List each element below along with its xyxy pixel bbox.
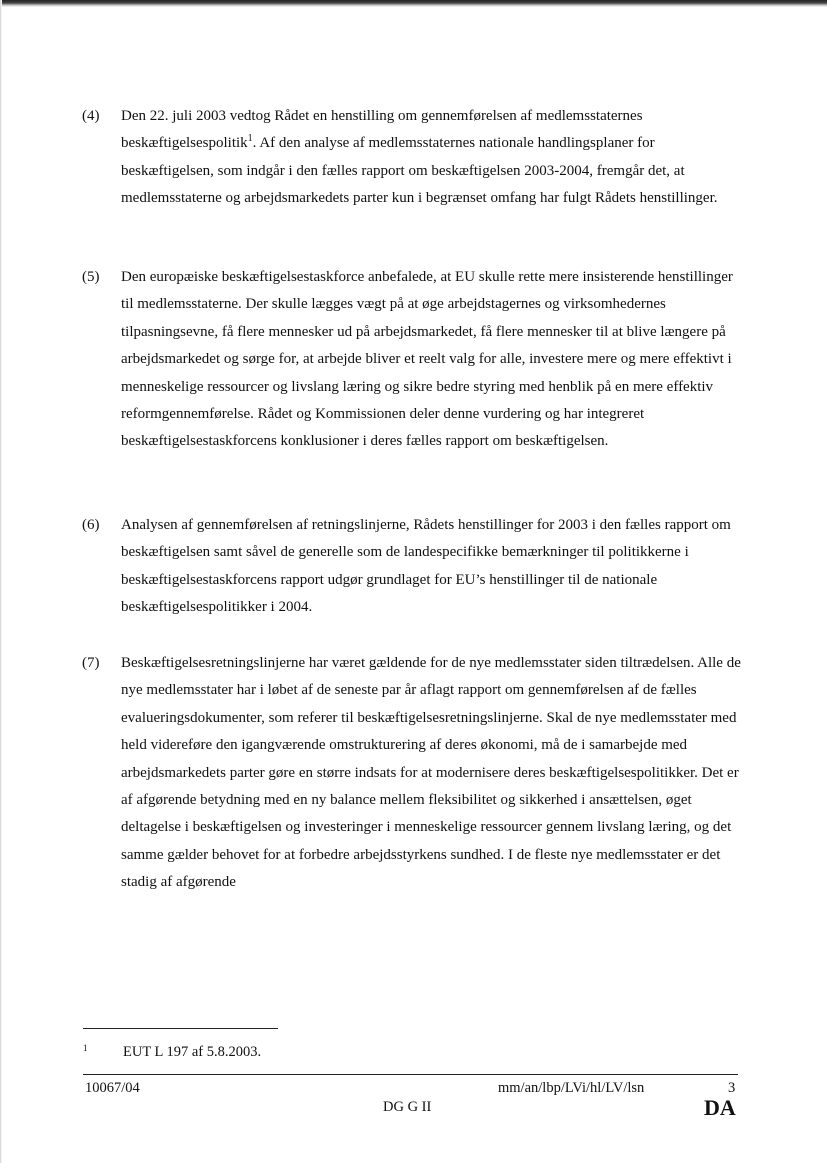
paragraph-4 bbox=[82, 103, 742, 213]
paragraph-text-part: . Af den analyse af medlemsstaternes nationale handlingsplaner for beskæftigelsen, som indgår i den fælles rapport om beskæftigelsen 2003-2004, fremgår det, at medlemsstaterne og arbejdsmarkedets parter kun i begrænset omfang har fulgt Rådets henstillinger. bbox=[121, 135, 718, 207]
footnote-divider bbox=[83, 1028, 278, 1029]
paragraph-6 bbox=[82, 512, 742, 622]
document-number: 10067/04 bbox=[85, 1080, 140, 1096]
paragraph-number: (7) bbox=[82, 655, 100, 671]
paragraph-text: Beskæftigelsesretningslinjerne har været gældende for de nye medlemsstater siden tiltrædelsen. Alle de nye medlemsstater har i løbet af de seneste par år aflagt rapport om gennemførelsen af de fælles evalueringsdokumenter, som referer til beskæftigelsesretningslinjerne. Skal de nye medlemsstater med held videreføre den igangværende omstrukturering af deres økonomi, må de i samarbejde med arbejdsmarkedets parter gøre en større indsats for at modernisere deres beskæftigelsespolitikker. Det er af afgørende betydning med en ny balance mellem fleksibilitet og sikkerhed i ansættelsen, øget deltagelse i beskæftigelsen og investeringer i menneskelige ressourcer gennem livslang læring, og det samme gælder behovet for at forbedre arbejdsstyrkens sundhed. I de fleste nye medlemsstater er det stadig af afgørende bbox=[121, 655, 741, 891]
paragraph-text: Den europæiske beskæftigelsestaskforce anbefalede, at EU skulle rette mere insisterende henstillinger til medlemsstaterne. Der skulle lægges vægt på at øge arbejdstagernes og virksomhedernes tilpasningsevne, få flere mennesker ud på arbejdsmarkedet, få flere mennesker til at blive længere på arbejdsmarkedet og sørge for, at arbejde bliver et reelt valg for alle, investere mere og mere effektivt i menneskelige ressourcer og livslang læring og sikre bedre styring med henblik på en mere effektiv reformgennemførelse. Rådet og Kommissionen deler denne vurdering og har integreret beskæftigelsestaskforcens konklusioner i deres fælles rapport om beskæftigelsen. bbox=[121, 269, 733, 450]
paragraph-number: (4) bbox=[82, 108, 100, 124]
footnote-text: EUT L 197 af 5.8.2003. bbox=[123, 1044, 262, 1060]
scan-left-edge bbox=[0, 0, 2, 1163]
document-reference: mm/an/lbp/LVi/hl/LV/lsn bbox=[498, 1080, 645, 1096]
paragraph-text-part: Den 22. juli 2003 vedtog Rådet en henstilling om gennemførelsen af medlemsstaternes beskæftigelsespolitik bbox=[121, 108, 643, 152]
paragraph-text: Analysen af gennemførelsen af retningslinjerne, Rådets henstillinger for 2003 i den fælles rapport om beskæftigelsen samt såvel de generelle som de landespecifikke bemærkninger til politikkerne i beskæftigelsestaskforcens rapport udgør grundlaget for EU’s henstillinger til de nationale beskæftigelsespolitikker i 2004. bbox=[121, 517, 731, 616]
footer-divider bbox=[83, 1074, 738, 1075]
scan-top-edge bbox=[0, 0, 827, 7]
paragraph-7 bbox=[82, 650, 742, 897]
footnote bbox=[83, 1038, 261, 1062]
footnote-reference: 1 bbox=[247, 133, 253, 145]
paragraph-text bbox=[121, 103, 742, 213]
directorate-general: DG G II bbox=[383, 1099, 432, 1115]
footnote-mark: 1 bbox=[83, 1043, 88, 1053]
page-number: 3 bbox=[728, 1080, 736, 1096]
paragraph-5 bbox=[82, 264, 742, 456]
language-code: DA bbox=[704, 1095, 736, 1120]
paragraph-number: (6) bbox=[82, 517, 100, 533]
paragraph-number: (5) bbox=[82, 269, 100, 285]
